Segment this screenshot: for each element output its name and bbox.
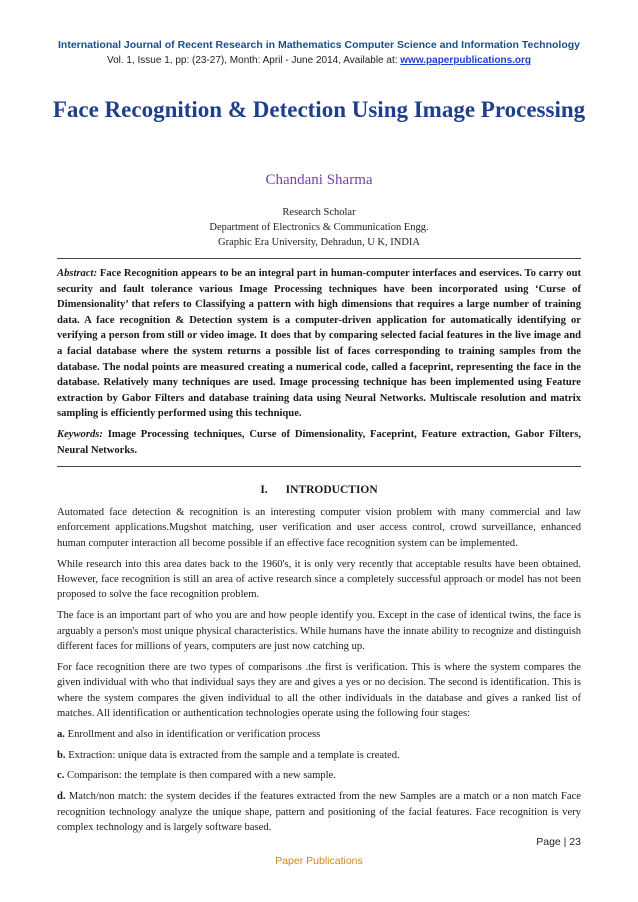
body-paragraph: Automated face detection & recognition is an interesting computer vision problem with many commercial and law enforcement applications.Mugshot matching, user verification and user access control, crowd surveillance, enhanced human computer interaction all become possible if an effective face recognition system can be implemented.: [57, 507, 581, 549]
list-item-label: a.: [57, 728, 65, 740]
body-paragraph: The face is an important part of who you are and how people identify you. Except in the case of identical twins, the face is arguably a person's most unique physical characteristics. While humans have the innate ability to recognize and distinguish different faces for millions of years, computers are just now catching up.: [57, 610, 581, 653]
keywords-text: Image Processing techniques, Curse of Dimensionality, Faceprint, Feature extraction, Gabor Filters, Neural Networks.: [57, 429, 581, 456]
journal-title: International Journal of Recent Research in Mathematics Computer Science and Information Technology: [58, 39, 580, 51]
introduction-body: [57, 505, 581, 841]
list-item-text: Extraction: unique data is extracted from the sample and a template is created.: [65, 749, 400, 761]
footer-publisher: Paper Publications: [275, 855, 363, 867]
list-item: [57, 789, 581, 835]
page-number: Page | 23: [536, 836, 581, 848]
abstract-label: Abstract:: [57, 268, 98, 279]
list-item-label: b.: [57, 749, 66, 761]
list-item: [57, 727, 581, 742]
affiliation-department: Department of Electronics & Communication Engg.: [209, 222, 429, 233]
list-item-text: Enrollment and also in identification or verification process: [64, 728, 321, 740]
section-title: INTRODUCTION: [285, 484, 378, 496]
abstract-top-divider: [57, 258, 581, 259]
list-item: [57, 768, 581, 783]
section-heading: [0, 484, 638, 496]
section-number: I.: [260, 484, 268, 496]
abstract-bottom-divider: [57, 466, 581, 467]
list-item-text: Match/non match: the system decides if the features extracted from the new Samples are a match or a non match Face recognition technology analyze the unique shape, pattern and positioning of the facial features. Face recognition is very complex technology and is largely software based.: [57, 791, 581, 834]
journal-url-link[interactable]: www.paperpublications.org: [400, 55, 532, 66]
body-paragraph: For face recognition there are two types of comparisons .the first is verification. This is where the system compares the given individual with who that individual says they are and gives a yes or no decision. The second is identification. This is where the system compares the given individual to all the other individuals in the database and gives a ranked list of matches. All identification or authentication technologies operate using the following four stages:: [57, 661, 581, 720]
author-name: Chandani Sharma: [265, 172, 373, 188]
keywords: [57, 427, 581, 458]
journal-issue-details: Vol. 1, Issue 1, pp: (23-27), Month: April - June 2014, Available at:: [106, 55, 401, 66]
journal-info: [0, 55, 638, 66]
body-paragraph: While research into this area dates back to the 1960's, it is only very recently that acceptable results have been obtained. However, face recognition is still an area of active research since a completely successful approach or model has not been proposed to solve the face recognition problem.: [57, 558, 581, 601]
abstract-text: Face Recognition appears to be an integral part in human-computer interfaces and eservices. To carry out security and fault tolerance various Image Processing techniques have been incorporated using ‘Curse of Dimensionality’ that refers to Classifying a pattern with high dimensions that requires a large number of training data. A face recognition & Detection system is a computer-driven application for automatically identifying or verifying a person from still or video image. It does that by comparing selected facial features in the live image and a facial database where the system returns a possible list of faces corresponding to training samples from the database. The nodal points are measured creating a numerical code, called a faceprint, representing the face in the database. Relatively many techniques are used. Image processing technique has been implemented using Feature extraction by Gabor Filters and database training data using Neural Networks. Multiscale resolution and matrix sampling is efficiently performed using this technique.: [57, 268, 581, 420]
keywords-label: Keywords:: [57, 429, 103, 440]
paper-title: Face Recognition & Detection Using Image Processing: [52, 97, 586, 122]
list-item-text: Comparison: the template is then compared with a new sample.: [64, 770, 336, 782]
list-item-label: c.: [57, 770, 65, 782]
abstract: [57, 266, 581, 422]
affiliation-university: Graphic Era University, Dehradun, U K, INDIA: [218, 237, 420, 248]
author-affiliation: [0, 205, 638, 250]
affiliation-role: Research Scholar: [282, 207, 356, 218]
list-item: [57, 748, 581, 763]
list-item-label: d.: [57, 791, 66, 803]
